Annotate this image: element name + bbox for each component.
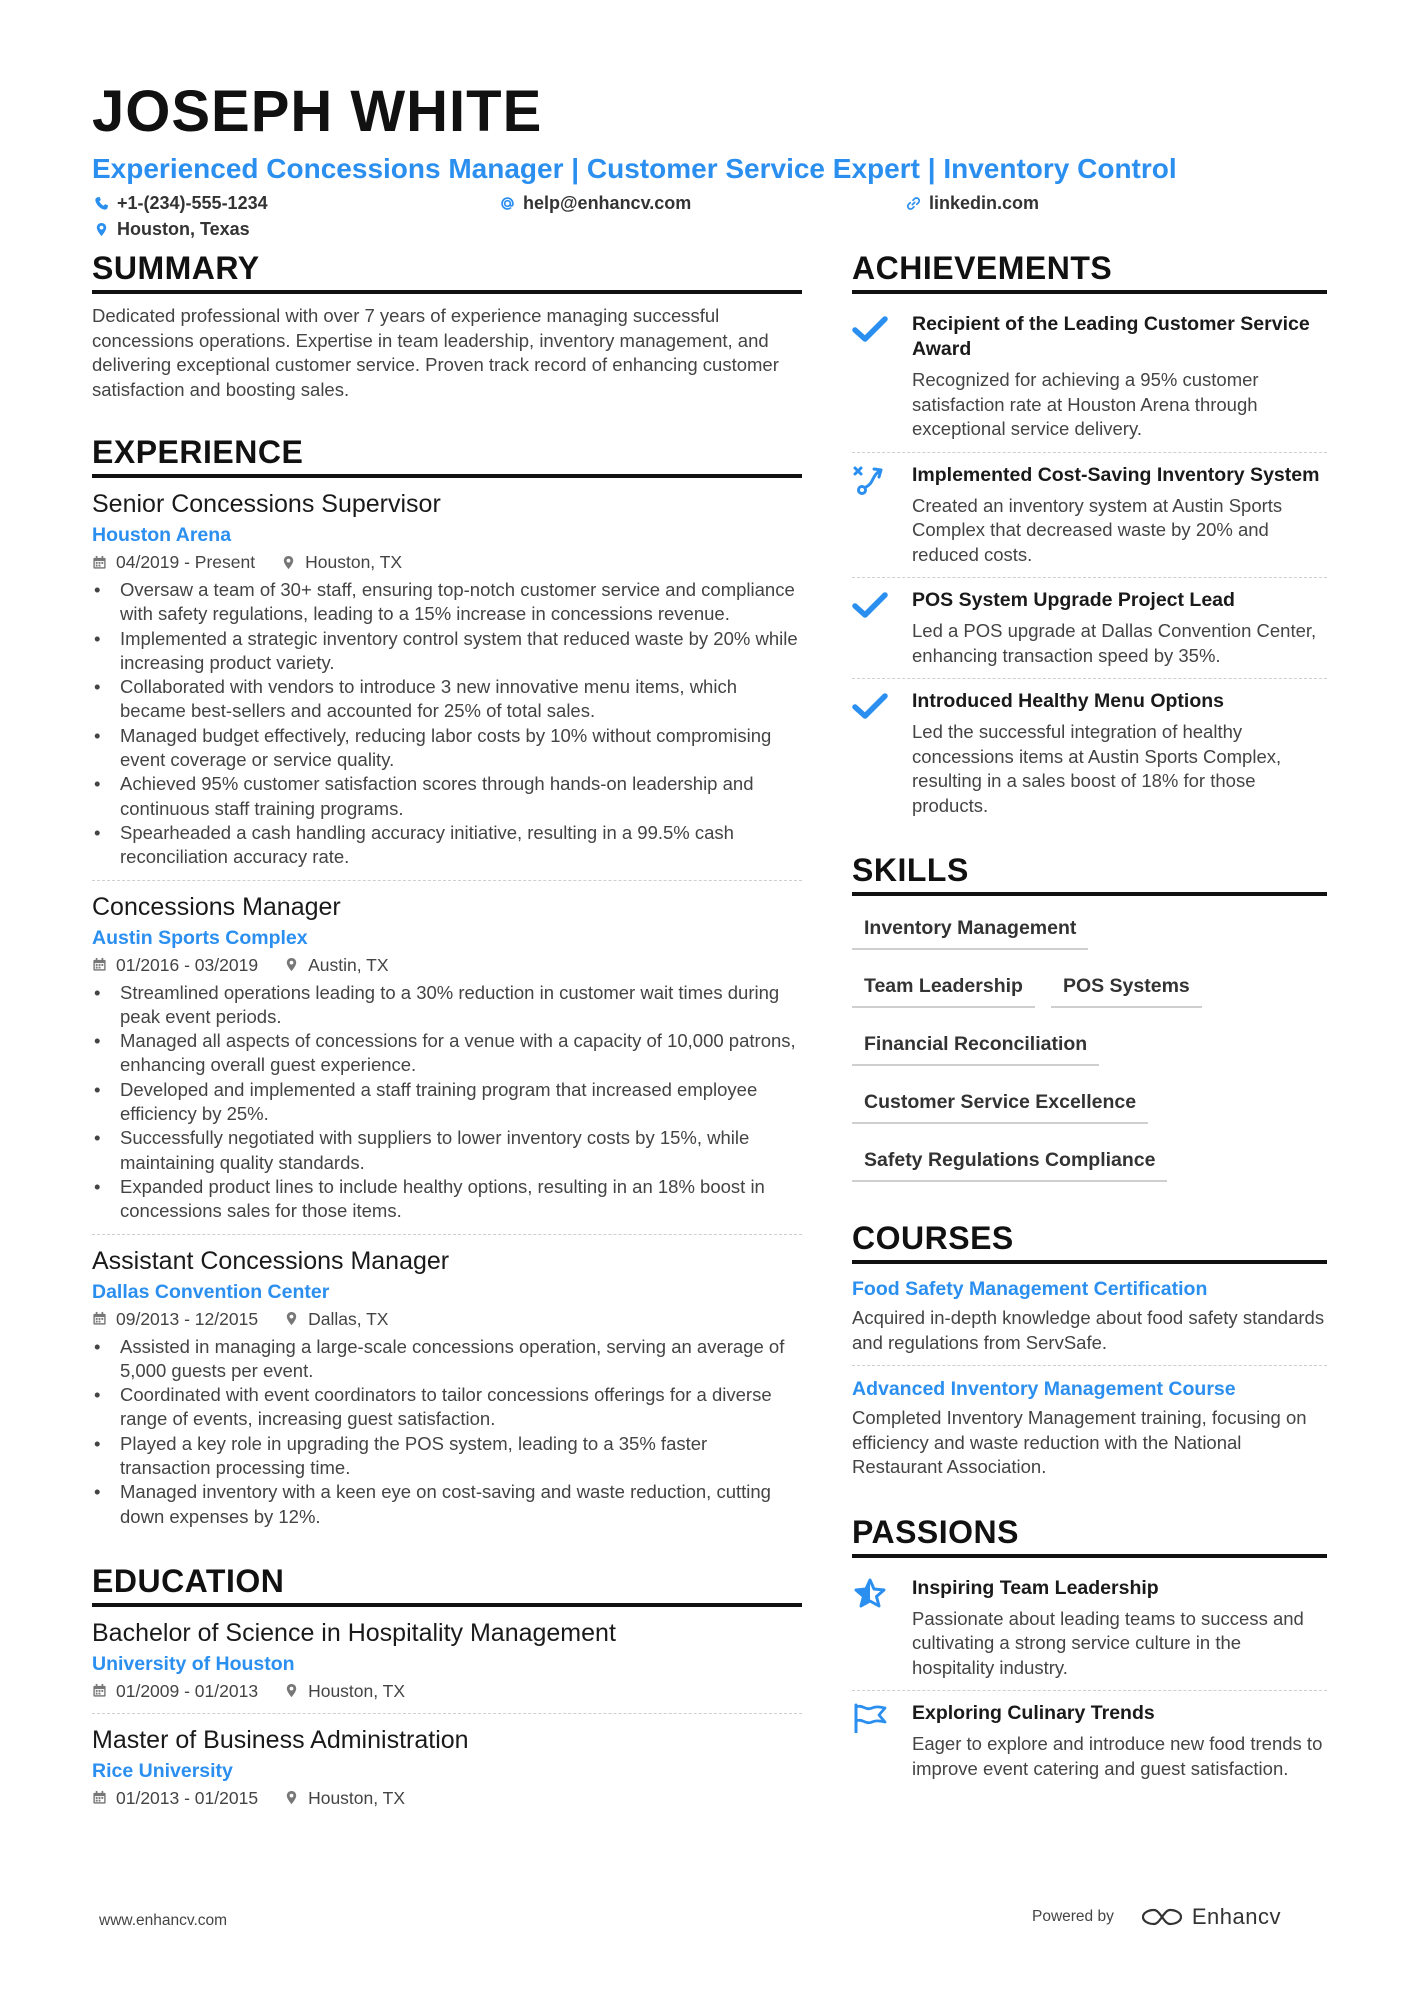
company-name: Austin Sports Complex: [92, 926, 308, 949]
education-section: [92, 1561, 802, 1820]
experience-entry: [92, 488, 802, 880]
footer-branding: [1032, 1904, 1281, 1930]
brand-name: Enhancv: [1191, 1904, 1281, 1929]
location-pin-icon: [281, 555, 296, 570]
flag-icon: [852, 1701, 894, 1781]
job-location-text: Houston, TX: [305, 552, 403, 572]
education-dates-text: 01/2009 - 01/2013: [116, 1680, 259, 1701]
education-location-text: Houston, TX: [308, 1787, 406, 1808]
job-dates-text: 09/2013 - 12/2015: [116, 1308, 259, 1329]
summary-title: SUMMARY: [92, 248, 802, 294]
achievement-desc: Led the successful integration of healthy concessions items at Austin Sports Complex, resulting in a sales boost of 18% for those products.: [912, 721, 1282, 816]
skill-tag: POS Systems: [1051, 964, 1202, 1008]
enhancv-logo-icon: [1140, 1906, 1184, 1928]
powered-by-label: Powered by: [1032, 1908, 1114, 1925]
job-bullets: [92, 1335, 802, 1529]
contact-linkedin[interactable]: [906, 192, 1039, 214]
location-pin-icon: [284, 957, 299, 972]
calendar-icon: [92, 1683, 107, 1698]
check-icon: [852, 312, 894, 442]
education-location: [284, 1679, 405, 1703]
job-location-text: Austin, TX: [308, 954, 389, 975]
at-icon: [500, 196, 515, 211]
education-meta: [92, 1786, 802, 1810]
passion-item: [852, 1568, 1327, 1691]
bullet-item: • Spearheaded a cash handling accuracy initiative, resulting in a 99.5% cash reconciliation accuracy rate.: [92, 821, 802, 870]
email-text: help@enhancv.com: [523, 193, 692, 213]
education-title: EDUCATION: [92, 1561, 802, 1607]
job-title: Senior Concessions Supervisor: [92, 490, 441, 518]
course-desc: Acquired in-depth knowledge about food safety standards and regulations from ServSafe.: [852, 1307, 1325, 1353]
job-meta: [92, 953, 802, 977]
achievement-title: Recipient of the Leading Customer Service Award: [912, 313, 1310, 360]
courses-section: [852, 1218, 1327, 1490]
bullet-item: • Managed budget effectively, reducing labor costs by 10% without compromising event coverage or service quality.: [92, 724, 802, 773]
job-title: Concessions Manager: [92, 892, 341, 921]
education-dates: [92, 1679, 258, 1703]
job-bullets: [92, 981, 802, 1224]
education-location: [284, 1786, 405, 1810]
education-dates: [92, 1786, 258, 1810]
bullet-item: • Expanded product lines to include healthy options, resulting in an 18% boost in concessions sales for those items.: [92, 1175, 802, 1224]
skill-tag: Financial Reconciliation: [852, 1022, 1099, 1066]
education-dates-text: 01/2013 - 01/2015: [116, 1787, 259, 1808]
location-text: Houston, Texas: [117, 219, 250, 239]
school-name: University of Houston: [92, 1652, 295, 1675]
location-pin-icon: [94, 222, 109, 237]
degree-title: Bachelor of Science in Hospitality Management: [92, 1618, 616, 1647]
bullet-item: • Assisted in managing a large-scale concessions operation, serving an average of 5,000 guests per event.: [92, 1335, 802, 1384]
achievement-title: Implemented Cost-Saving Inventory System: [912, 463, 1320, 486]
education-entry: [92, 1617, 802, 1713]
courses-title: COURSES: [852, 1218, 1327, 1264]
job-dates: [92, 550, 255, 574]
company-name: Dallas Convention Center: [92, 1280, 330, 1303]
phone-text: +1-(234)-555-1234: [117, 193, 268, 213]
bullet-item: • Managed inventory with a keen eye on cost-saving and waste reduction, cutting down expenses by 12%.: [92, 1480, 802, 1529]
job-location: [284, 1307, 388, 1331]
achievement-desc: Led a POS upgrade at Dallas Convention Center, enhancing transaction speed by 35%.: [912, 620, 1317, 666]
bullet-item: • Collaborated with vendors to introduce 3 new innovative menu items, which became best-sellers and accounted for 25% of total sales.: [92, 675, 802, 724]
achievement-item: [852, 678, 1327, 828]
calendar-icon: [92, 1790, 107, 1805]
bullet-item: • Streamlined operations leading to a 30% reduction in customer wait times during peak event periods.: [92, 981, 802, 1030]
achievement-item: [852, 452, 1327, 578]
link-icon: [906, 196, 921, 211]
bullet-item: • Implemented a strategic inventory control system that reduced waste by 20% while increasing product variety.: [92, 627, 802, 676]
achievement-title: POS System Upgrade Project Lead: [912, 589, 1235, 611]
degree-title: Master of Business Administration: [92, 1725, 469, 1754]
contact-location: [94, 218, 250, 240]
job-location: [284, 953, 388, 977]
achievement-title: Introduced Healthy Menu Options: [912, 690, 1225, 712]
passion-desc: Eager to explore and introduce new food trends to improve event catering and guest satisfaction.: [912, 1733, 1323, 1779]
bullet-item: • Played a key role in upgrading the POS system, leading to a 35% faster transaction processing time.: [92, 1432, 802, 1481]
achievement-desc: Created an inventory system at Austin Sports Complex that decreased waste by 20% and reduced costs.: [912, 494, 1283, 565]
education-location-text: Houston, TX: [308, 1680, 406, 1701]
location-pin-icon: [284, 1683, 299, 1698]
passions-title: PASSIONS: [852, 1512, 1327, 1558]
achievement-item: [852, 304, 1327, 452]
bullet-item: • Achieved 95% customer satisfaction scores through hands-on leadership and continuous staff training programs.: [92, 772, 802, 821]
company-name: Houston Arena: [92, 524, 232, 546]
job-dates-text: 04/2019 - Present: [116, 552, 256, 572]
school-name: Rice University: [92, 1759, 233, 1782]
course-item: [852, 1274, 1327, 1365]
candidate-name: JOSEPH WHITE: [92, 79, 543, 144]
job-meta: [92, 550, 802, 574]
skills-section: [852, 850, 1327, 1196]
course-item: [852, 1365, 1327, 1490]
job-dates-text: 01/2016 - 03/2019: [116, 954, 259, 975]
summary-text: Dedicated professional with over 7 years of experience managing successful concessions operations. Expertise in team leadership, inventory management, and delivering exceptional customer service. Proven track record of enhancing customer satisfaction and boosting sales.: [92, 305, 779, 400]
passion-title: Exploring Culinary Trends: [912, 1702, 1155, 1724]
passion-item: [852, 1690, 1327, 1791]
location-pin-icon: [284, 1311, 299, 1326]
job-location-text: Dallas, TX: [308, 1308, 389, 1329]
experience-title: EXPERIENCE: [92, 432, 802, 478]
passion-desc: Passionate about leading teams to success and cultivating a strong service culture in the hospitality industry.: [912, 1607, 1304, 1678]
job-location: [281, 550, 402, 574]
calendar-icon: [92, 1311, 107, 1326]
job-bullets: [92, 578, 802, 870]
skill-tag: Team Leadership: [852, 964, 1035, 1008]
experience-entry: [92, 1234, 802, 1539]
experience-entry: [92, 880, 802, 1234]
job-title: Assistant Concessions Manager: [92, 1246, 450, 1275]
left-column: [92, 248, 802, 1842]
check-icon: [852, 588, 894, 668]
education-meta: [92, 1679, 802, 1703]
brand-logo[interactable]: [1140, 1904, 1281, 1930]
job-dates: [92, 953, 258, 977]
bullet-item: • Oversaw a team of 30+ staff, ensuring top-notch customer service and compliance with safety regulations, leading to a 15% increase in concessions revenue.: [92, 578, 802, 627]
passion-title: Inspiring Team Leadership: [912, 1576, 1159, 1599]
right-column: [852, 248, 1327, 1813]
skill-tag: Safety Regulations Compliance: [852, 1138, 1167, 1182]
job-dates: [92, 1307, 258, 1331]
bullet-item: • Developed and implemented a staff training program that increased employee efficiency by 25%.: [92, 1078, 802, 1127]
passions-section: [852, 1512, 1327, 1792]
linkedin-text: linkedin.com: [929, 193, 1040, 213]
achievements-section: [852, 248, 1327, 828]
education-entry: [92, 1713, 802, 1820]
check-icon: [852, 689, 894, 818]
achievement-desc: Recognized for achieving a 95% customer satisfaction rate at Houston Arena through exceptional service delivery.: [912, 369, 1259, 439]
bullet-item: • Managed all aspects of concessions for a venue with a capacity of 10,000 patrons, enhancing overall guest experience.: [92, 1029, 802, 1078]
contact-phone[interactable]: [94, 192, 268, 214]
experience-section: [92, 432, 802, 1539]
location-pin-icon: [284, 1790, 299, 1805]
star-icon: [852, 1576, 894, 1681]
resume-header: [92, 80, 1332, 248]
skill-tag: Customer Service Excellence: [852, 1080, 1148, 1124]
achievements-title: ACHIEVEMENTS: [852, 248, 1327, 294]
achievement-item: [852, 577, 1327, 678]
calendar-icon: [92, 957, 107, 972]
skill-tag: Inventory Management: [852, 906, 1088, 950]
calendar-icon: [92, 555, 107, 570]
summary-section: [92, 248, 802, 402]
contact-email[interactable]: [500, 192, 691, 214]
bullet-item: • Coordinated with event coordinators to tailor concessions offerings for a diverse range of events, increasing guest satisfaction.: [92, 1383, 802, 1432]
bullet-item: • Successfully negotiated with suppliers to lower inventory costs by 15%, while maintaining quality standards.: [92, 1126, 802, 1175]
phone-icon: [94, 196, 109, 211]
course-desc: Completed Inventory Management training, focusing on efficiency and waste reduction with the National Restaurant Association.: [852, 1407, 1307, 1477]
skills-title: SKILLS: [852, 850, 1327, 896]
course-title: Food Safety Management Certification: [852, 1278, 1208, 1300]
skills-list: [852, 906, 1327, 1196]
course-title: Advanced Inventory Management Course: [852, 1378, 1236, 1400]
footer-website[interactable]: www.enhancv.com: [99, 1912, 228, 1929]
contact-info: [92, 192, 1332, 248]
job-meta: [92, 1307, 802, 1331]
strategy-icon: [852, 463, 894, 568]
candidate-headline: Experienced Concessions Manager | Customer Service Expert | Inventory Control: [92, 153, 1177, 184]
